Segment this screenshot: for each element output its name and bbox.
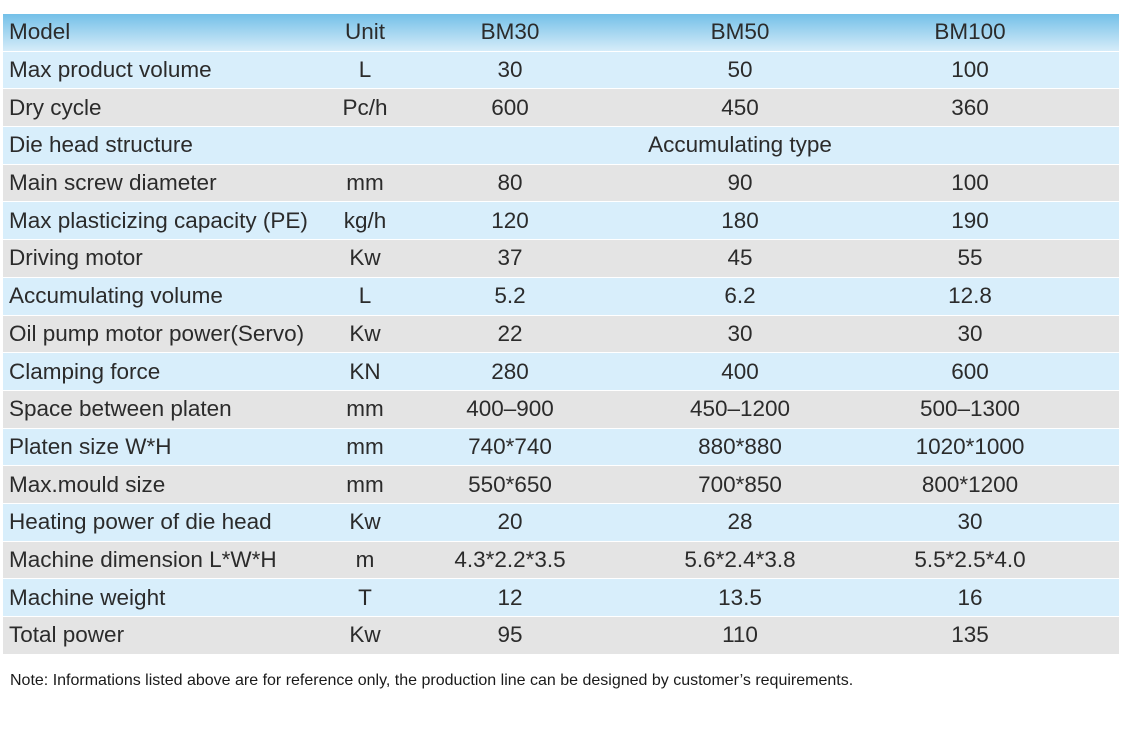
row-parameter: Space between platen [9,396,232,422]
row-value-bm50: 45 [727,245,753,271]
row-value-bm100: 135 [951,622,989,648]
table-row [3,466,1119,504]
header-model-bm50: BM50 [710,19,770,45]
row-value-bm100: 100 [951,170,989,196]
row-parameter: Driving motor [9,245,143,271]
row-unit: mm [346,170,384,196]
table-body [3,52,1119,655]
table-row [3,542,1119,580]
row-value-bm30: 20 [497,509,523,535]
row-value-bm50: 180 [721,207,759,233]
row-parameter: Max product volume [9,57,212,83]
row-unit: mm [346,396,384,422]
row-value-bm50: 5.6*2.4*3.8 [684,546,796,572]
row-value-bm100: 360 [951,94,989,120]
row-value-bm50: 400 [721,358,759,384]
row-unit: Kw [349,245,381,271]
row-parameter: Die head structure [9,132,193,158]
row-value-bm100: 12.8 [948,283,992,309]
row-value-bm50: 6.2 [724,283,756,309]
header-unit-label: Unit [344,19,385,45]
table-row [3,617,1119,655]
header-model-bm30: BM30 [480,19,540,45]
row-value-bm30: 12 [497,584,523,610]
row-value-bm30: 22 [497,320,523,346]
row-value-bm50: 110 [722,622,758,648]
row-value-bm100: 600 [951,358,989,384]
row-value-bm50: 50 [727,57,753,83]
table-row [3,353,1119,391]
header-model-label: Model [9,19,71,45]
row-unit: mm [346,433,384,459]
table-row [3,127,1119,165]
row-value-bm100: 800*1200 [921,471,1019,497]
spec-table [3,14,1119,655]
row-value-bm30: 4.3*2.2*3.5 [454,546,566,572]
row-unit: Kw [349,509,381,535]
row-value-bm30: 400–900 [466,396,554,422]
row-parameter: Dry cycle [9,94,102,120]
row-value-bm100: 5.5*2.5*4.0 [914,546,1026,572]
row-unit: mm [346,471,384,497]
row-unit: L [358,57,372,83]
row-value-bm50: 28 [727,509,753,535]
header-model-bm100: BM100 [934,19,1006,45]
table-row [3,165,1119,203]
table-row [3,52,1119,90]
row-span-value: Accumulating type [648,132,832,158]
row-value-bm30: 600 [491,94,529,120]
table-row [3,316,1119,354]
row-unit: T [358,584,372,610]
row-unit: m [355,546,375,572]
row-value-bm50: 30 [727,320,753,346]
table-row [3,89,1119,127]
row-value-bm100: 16 [957,584,983,610]
table-row [3,202,1119,240]
row-value-bm30: 740*740 [468,433,552,459]
table-row [3,579,1119,617]
row-parameter: Max.mould size [9,471,166,497]
row-value-bm30: 37 [497,245,523,271]
row-unit: kg/h [343,207,387,233]
table-row [3,504,1119,542]
footnote: Note: Informations listed above are for reference only, the production line can be designed by customer’s requirements. [10,672,854,689]
row-unit: Pc/h [342,94,388,120]
row-parameter: Max plasticizing capacity (PE) [9,207,308,233]
table-row [3,278,1119,316]
table-header-row [3,14,1119,52]
row-value-bm30: 280 [491,358,529,384]
row-value-bm100: 100 [951,57,989,83]
row-value-bm30: 30 [497,57,523,83]
row-value-bm50: 700*850 [698,471,782,497]
row-parameter: Heating power of die head [9,509,272,535]
row-value-bm100: 190 [951,207,989,233]
row-unit: Kw [349,320,381,346]
row-value-bm100: 500–1300 [919,396,1021,422]
row-parameter: Machine weight [9,584,166,610]
row-parameter: Machine dimension L*W*H [9,546,277,572]
row-parameter: Platen size W*H [9,433,172,459]
row-parameter: Main screw diameter [9,170,217,196]
row-value-bm30: 120 [491,207,529,233]
row-value-bm100: 30 [957,509,983,535]
row-unit: Kw [349,622,381,648]
row-value-bm100: 30 [957,320,983,346]
table-row [3,391,1119,429]
row-parameter: Accumulating volume [9,283,223,309]
row-value-bm100: 1020*1000 [915,433,1025,459]
row-value-bm30: 550*650 [468,471,552,497]
row-value-bm50: 450 [721,94,759,120]
row-value-bm50: 450–1200 [689,396,791,422]
row-parameter: Total power [9,622,125,648]
row-value-bm30: 5.2 [494,283,526,309]
row-parameter: Oil pump motor power(Servo) [9,320,305,346]
row-parameter: Clamping force [9,358,161,384]
row-value-bm30: 80 [497,170,523,196]
row-unit: KN [349,358,381,384]
row-value-bm100: 55 [957,245,983,271]
row-value-bm50: 880*880 [698,433,782,459]
row-value-bm30: 95 [497,622,523,648]
row-value-bm50: 13.5 [718,584,762,610]
table-row [3,429,1119,467]
row-unit: L [358,283,372,309]
row-value-bm50: 90 [727,170,753,196]
table-row [3,240,1119,278]
